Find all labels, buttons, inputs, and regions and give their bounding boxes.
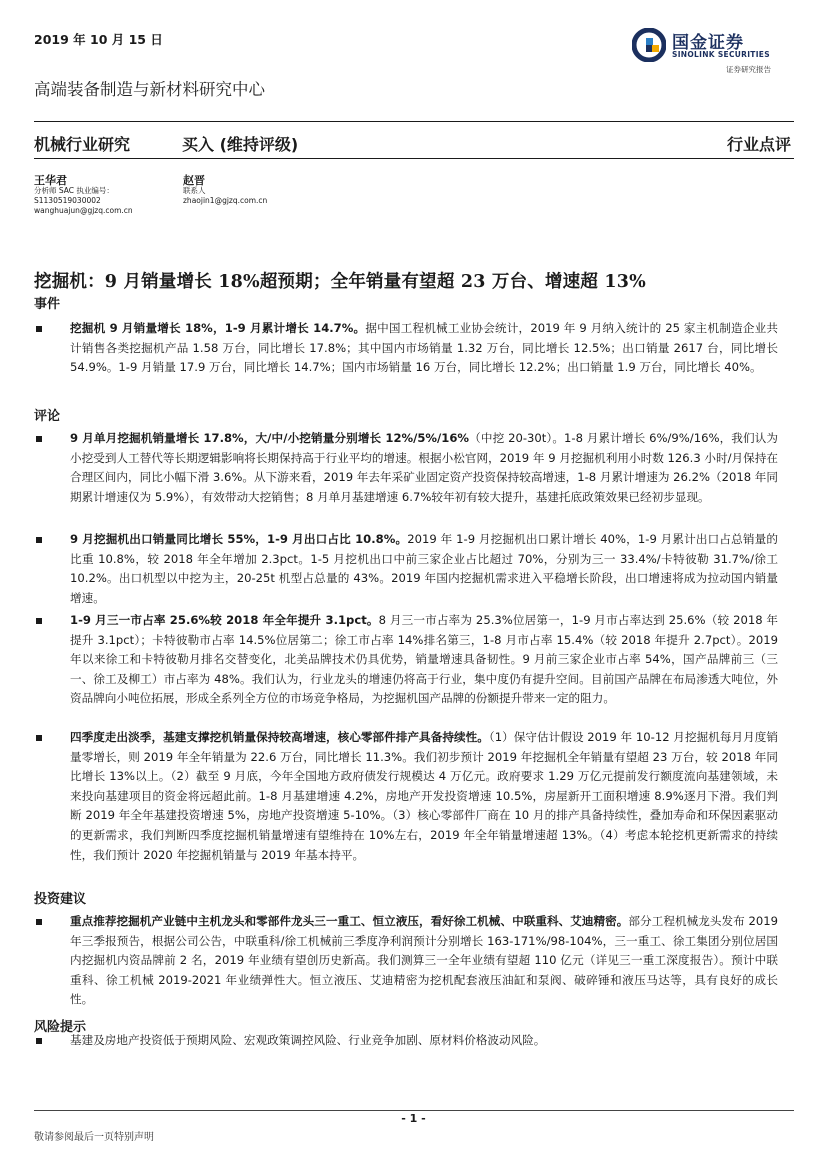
bullet-icon	[36, 1038, 42, 1044]
para-lead: 重点推荐挖掘机产业链中主机龙头和零部件龙头三一重工、恒立液压，看好徐工机械、中联重科、艾迪精密。	[70, 914, 629, 928]
analyst-id: S1130519030002	[34, 196, 101, 205]
para-body: （中挖 20-30t）。1-8 月累计增长 6%/9%/16%，我们认为小挖受到人工替代等长期逻辑影响将长期保持高于行业平均的增速。根据小松官网，2019 年 9 月挖掘机利用小时数 126.3 小时/月保持在合理区间内，同比小幅下滑 3.6%。从下游来看，2019 年去年采矿业固定资产投资保持较高增速，1-8 月累计增速为 26.2%（2018 年同期累计增速仅为 5.9%），有效带动大挖销售；8 月单月基建增速 6.7%较年初有较大提升，基建托底政策效果已经初步显现。	[70, 431, 779, 504]
company-logo	[632, 28, 792, 76]
logo-name-cn: 国金证券	[672, 33, 744, 53]
logo-name-en: SINOLINK SECURITIES	[672, 50, 770, 59]
research-center: 高端装备制造与新材料研究中心	[34, 80, 265, 99]
bullet-icon	[36, 919, 42, 925]
para-lead: 1-9 月三一市占率 25.6%较 2018 年全年提升 3.1pct。	[70, 613, 379, 627]
comment-paragraph-3	[70, 611, 778, 709]
footer-divider	[34, 1110, 794, 1111]
bullet-icon	[36, 735, 42, 741]
bullet-icon	[36, 326, 42, 332]
para-body: 8 月三一市占率为 25.3%位居第一，1-9 月市占率达到 25.6%（较 2018 年提升 3.1pct）；卡特彼勒市占率 14.5%位居第二；徐工市占率 14%排名第三，1-8 月市占率 15.4%（较 2018 年提升 2.7pct）。2019 年以来徐工和卡特彼勒月排名交替变化，北美品牌技术仍具优势，销量增速具备韧性。9 月前三家企业市占率 54%，国产品牌前三（三一、徐工及柳工）市占率为 48%。我们认为，行业龙头的增速仍将高于行业，集中度仍有提升空间。目前国产品牌在布局渗透大吨位，外资品牌向小吨位拓展，形成全系列全方位的市场竞争格局，为挖掘机国产品牌的份额提升带来一定的阻力。	[70, 613, 779, 706]
para-lead: 9 月挖掘机出口销量同比增长 55%，1-9 月出口占比 10.8%。	[70, 532, 408, 546]
para-body: 2019 年 1-9 月挖掘机出口累计增长 40%，1-9 月累计出口占总销量的比重 10.8%，较 2018 年全年增加 2.3pct。1-5 月挖机出口中前三家企业占比超过 70%，分别为三一 33.4%/卡特彼勒 31.7%/徐工 10.2%。出口机型以中挖为主，20-25t 机型占总量的 43%。2019 年国内挖掘机需求进入平稳增长阶段，出口增速将成为拉动国内销量增速。	[70, 532, 778, 605]
disclaimer-note: 敬请参阅最后一页特别声明	[34, 1132, 154, 1143]
para-lead: 挖掘机 9 月销量增长 18%，1-9 月累计增长 14.7%。	[70, 321, 366, 335]
bullet-icon	[36, 618, 42, 624]
para-lead: 四季度走出淡季，基建支撑挖机销量保持较高增速，核心零部件排产具备持续性。	[70, 730, 489, 744]
industry-label: 机械行业研究	[34, 135, 131, 154]
header-divider	[34, 121, 794, 122]
logo-subtitle: 证券研究报告	[726, 65, 771, 74]
para-body: （1）保守估计假设 2019 年 10-12 月挖掘机每月月度销量零增长，则 2019 年全年销量为 22.6 万台，同比增长 11.3%。我们初步预计 2019 年挖掘机全年销量有望超 23 万台，较 2018 年同比增长 13%以上。（2）截至 9 月底，今年全国地方政府债发行规模达 4 万亿元。政府要求 1.29 万亿元提前发行额度流向基建领域，未来投向基建项目的资金将远超此前。1-8 月基建增速 4.2%，房地产开发投资增速 10.5%，房屋新开工面积增速 8.9%逐月下滑。我们判断 2019 年全年基建投资增速 5%，房地产投资增速 5-10%。（3）核心零部件厂商在 10 月的排产具备持续性，叠加寿命和环保因素驱动的更新需求，我们判断四季度挖掘机销量增速有望维持在 10%左右，2019 年全年销量增速超 13%。（4）考虑本轮挖机更新需求的持续性，我们预计 2020 年挖掘机销量与 2019 年基本持平。	[70, 730, 778, 862]
report-title: 挖掘机：9 月销量增长 18%超预期；全年销量有望超 23 万台、增速超 13%	[34, 272, 646, 292]
analyst-role: 分析师 SAC 执业编号：	[34, 186, 114, 195]
comment-paragraph-2	[70, 530, 778, 608]
analyst-2	[183, 176, 267, 206]
analyst-name: 王华君	[34, 174, 67, 187]
section-advice: 投资建议	[34, 892, 87, 907]
analyst-email[interactable]: zhaojin1@gjzq.com.cn	[183, 196, 268, 205]
para-body: 部分工程机械龙头发布 2019 年三季报预告，根据公司公告，中联重科/徐工机械前三季度净利润预计分别增长 163-171%/98-104%，三一重工、徐工集团分别位居国内挖掘机内资品牌前 2 名，2019 年业绩有望创历史新高。我们测算三一全年业绩有望超 110 亿元（详见三一重工深度报告）。预计中联重科、徐工机械 2019-2021 年业绩弹性大。恒立液压、艾迪精密为挖机配套液压油缸和泵阀、破碎锤和液压马达等，具有良好的成长性。	[70, 914, 778, 1007]
event-paragraph	[70, 319, 778, 378]
analyst-1	[34, 176, 133, 216]
comment-paragraph-1	[70, 429, 778, 507]
bullet-icon	[36, 436, 42, 442]
bullet-icon	[36, 537, 42, 543]
section-event: 事件	[34, 297, 61, 312]
comment-paragraph-4	[70, 728, 778, 865]
rating-label: 买入 (维持评级)	[182, 135, 299, 154]
report-date: 2019 年 10 月 15 日	[34, 32, 163, 47]
sinolink-logo-icon	[632, 28, 666, 62]
advice-paragraph	[70, 912, 778, 1010]
para-body: 据中国工程机械工业协会统计，2019 年 9 月纳入统计的 25 家主机制造企业共计销售各类挖掘机产品 1.58 万台，同比增长 17.8%；其中国内市场销量 1.32 万台，同比增长 12.5%；出口销量 2617 台，同比增长 54.9%。1-9 月销量 17.9 万台，同比增长 14.7%；国内市场销量 16 万台，同比增长 12.2%；出口销量 1.9 万台，同比增长 40%。	[70, 321, 778, 375]
para-lead: 9 月单月挖掘机销量增长 17.8%，大/中/小挖销量分别增长 12%/5%/16%	[70, 431, 470, 445]
analyst-email[interactable]: wanghuajun@gjzq.com.cn	[34, 206, 133, 215]
analyst-name: 赵晋	[183, 174, 205, 187]
section-comment: 评论	[34, 409, 61, 424]
page-number: - 1 -	[401, 1112, 426, 1125]
analyst-role: 联系人	[183, 186, 206, 195]
rating-divider	[34, 158, 794, 159]
section-risk: 风险提示	[34, 1020, 87, 1035]
report-type: 行业点评	[726, 135, 791, 154]
risk-paragraph: 基建及房地产投资低于预期风险、宏观政策调控风险、行业竞争加剧、原材料价格波动风险。	[70, 1033, 546, 1047]
